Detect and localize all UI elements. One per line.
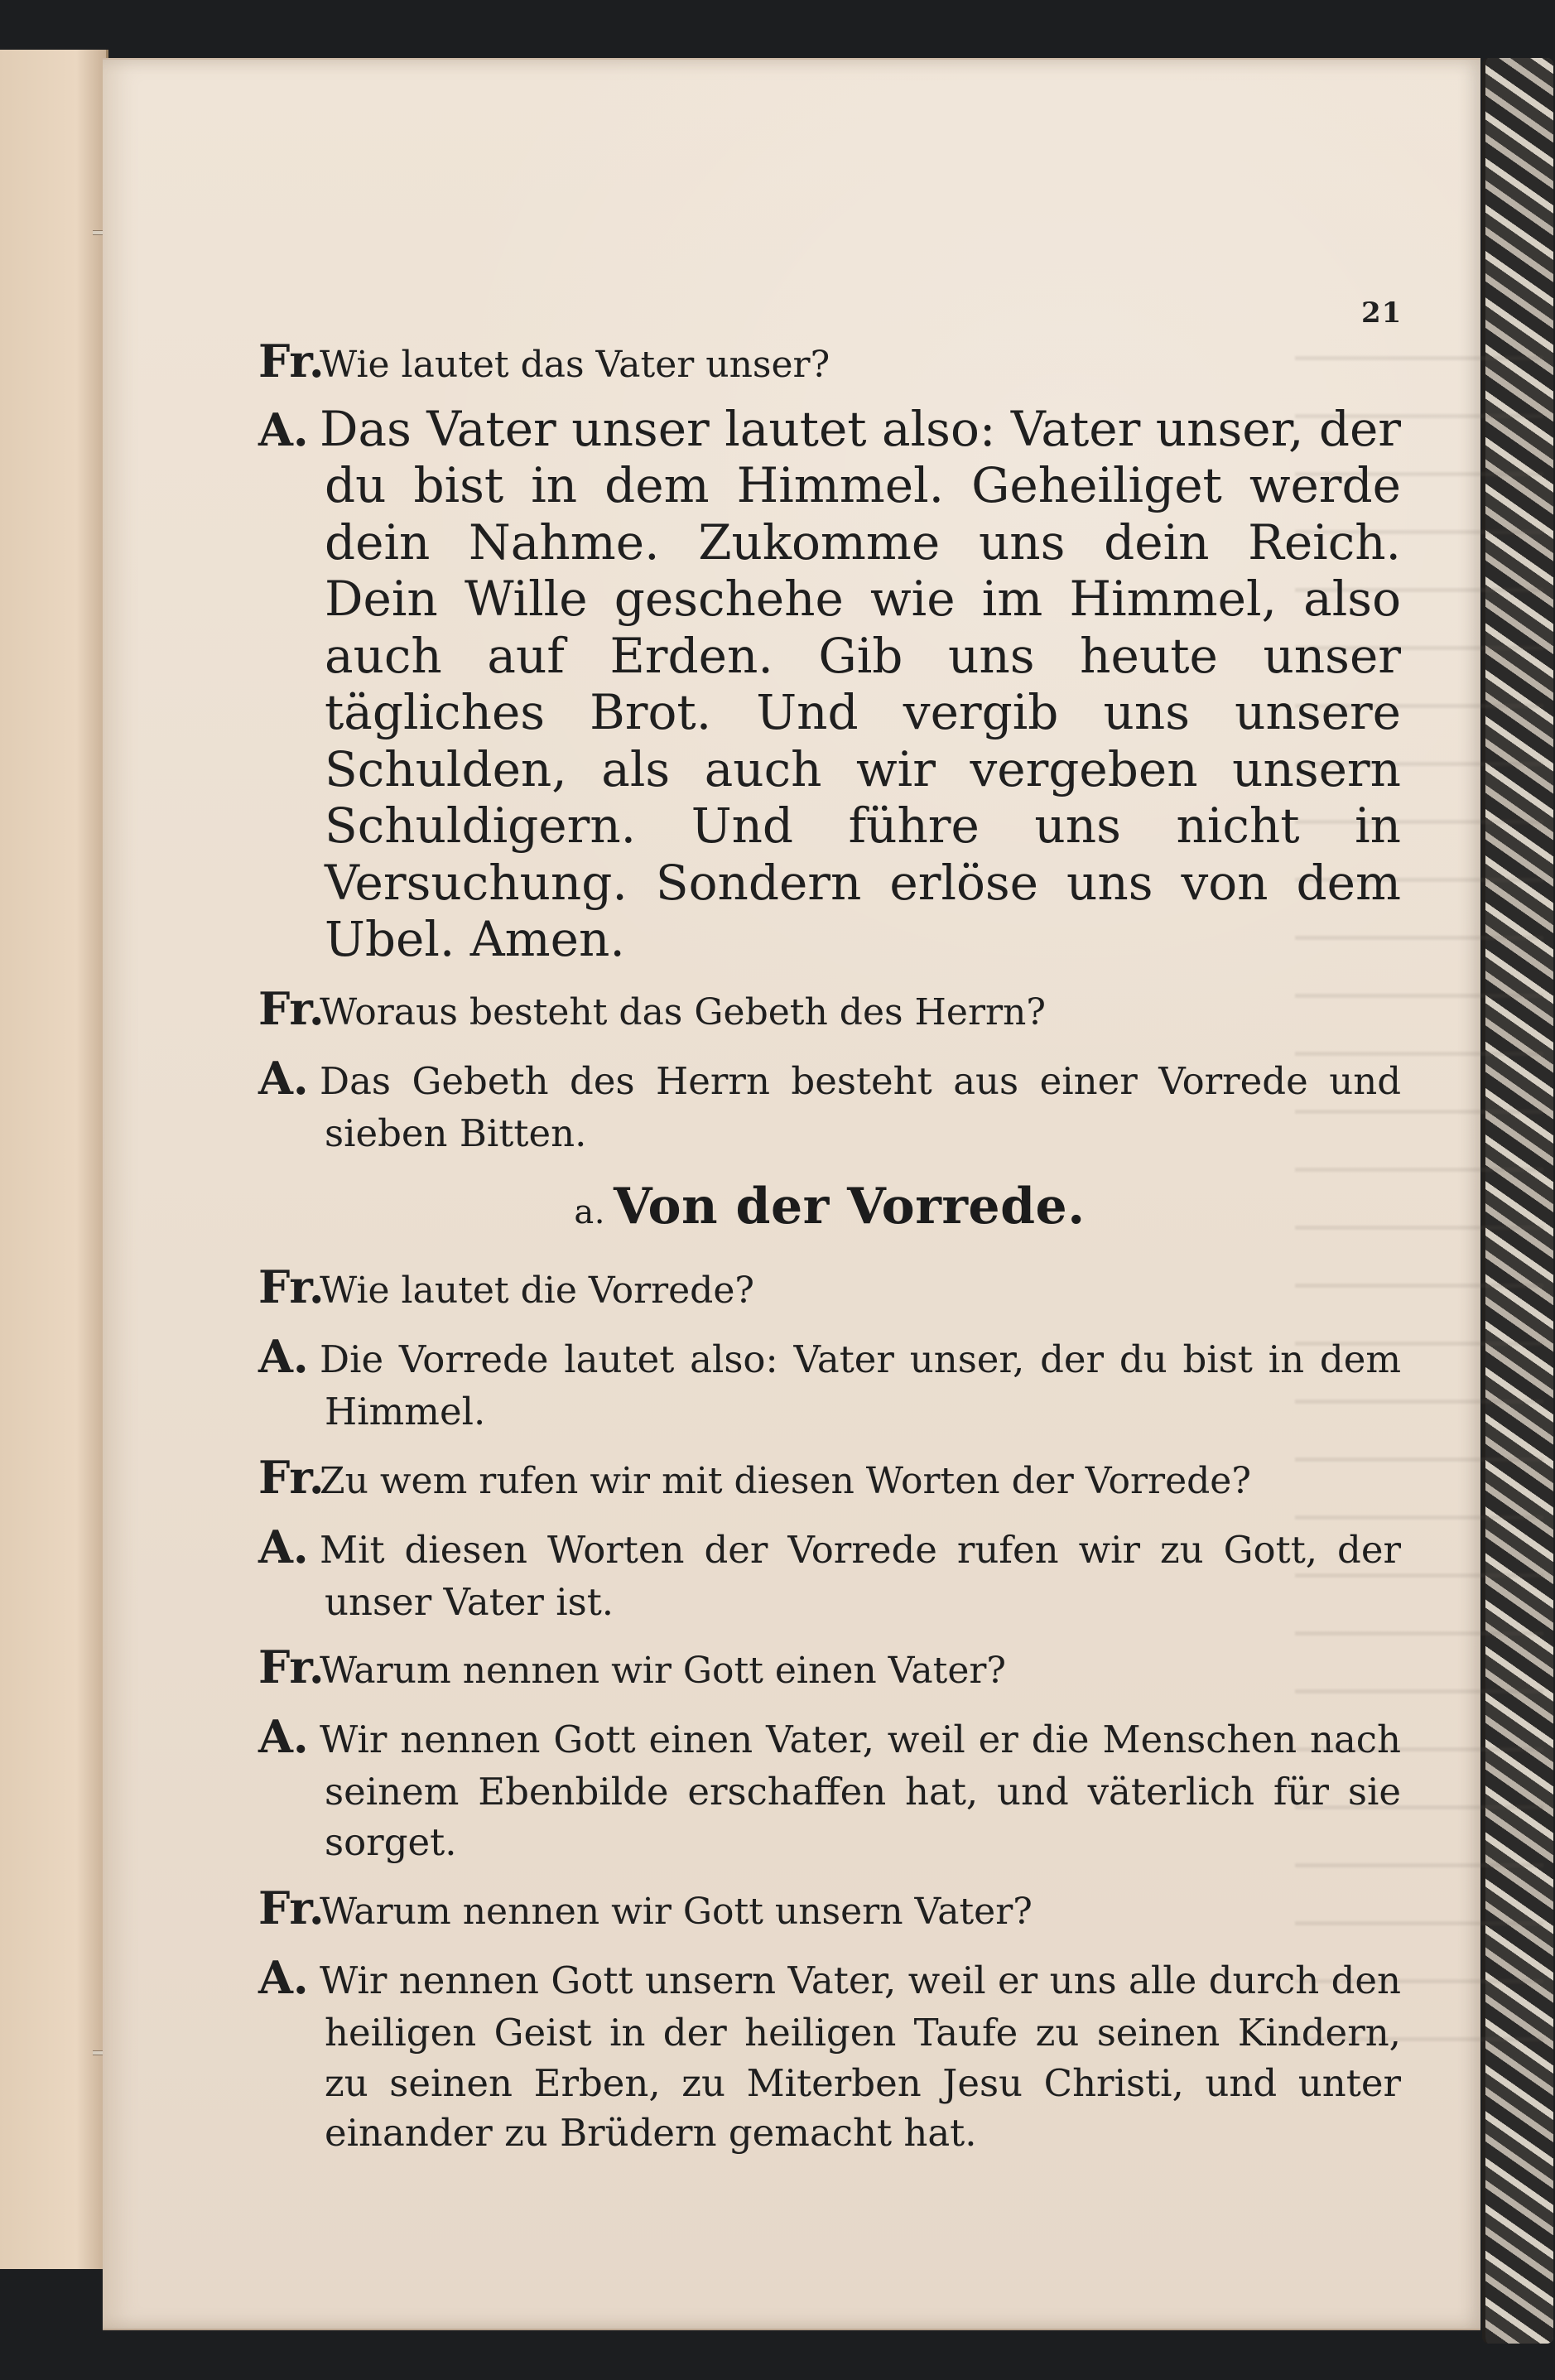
question-vater-unser [258,333,1401,389]
left-page-edge [0,50,108,2269]
question-unsern-vater [258,1880,1401,1936]
question-zu-wem-rufen [258,1449,1401,1506]
question-text: Wie lautet das Vater unser? [320,344,830,386]
answer-vorrede [258,1327,1401,1438]
question-label: Fr. [258,982,325,1036]
answer-label: A. [258,1950,309,2004]
section-letter: a. [574,1193,605,1232]
answer-vater-unser [258,401,1401,967]
question-label: Fr. [258,335,325,388]
answer-text: Das Gebeth des Herrn besteht aus einer Vorrede und sieben Bitten. [320,1059,1401,1156]
question-text: Zu wem rufen wir mit diesen Worten der Vorrede? [320,1459,1251,1502]
question-text: Woraus besteht das Gebeth des Herrn? [320,991,1046,1034]
answer-label: A. [258,1330,309,1384]
answer-label: A. [258,1520,309,1573]
question-einen-vater [258,1639,1401,1695]
answer-text: Die Vorrede lautet also: Vater unser, der du bist in dem Himmel. [320,1337,1401,1433]
question-label: Fr. [258,1450,325,1504]
book-page [103,58,1480,2330]
page-number: 21 [1361,296,1403,330]
question-text: Warum nennen wir Gott unsern Vater? [320,1890,1033,1933]
question-text: Wie lautet die Vorrede? [320,1269,754,1313]
answer-gebeth-des-herrn [258,1048,1401,1159]
question-text: Warum nennen wir Gott einen Vater? [320,1650,1006,1693]
catechism-text [258,333,1401,2170]
answer-einen-vater [258,1707,1401,1867]
answer-text: Das Vater unser lautet also: Vater unser, der du bist in dem Himmel. Geheiliget werde dein Nahme. Zukomme uns dein Reich. Dein Wille geschehe wie im Himmel, also auch auf Erden. Gib uns heute unser tägliches Brot. Und vergib uns unsere Schulden, als auch wir vergeben unsern Schuldigern. Und führe uns nicht in Versuchung. Sondern erlöse uns von dem Ubel. Amen. [320,401,1401,967]
question-label: Fr. [258,1881,325,1934]
answer-label: A. [258,1052,309,1106]
question-vorrede [258,1259,1401,1315]
question-gebeth-des-herrn [258,980,1401,1037]
section-title: Von der Vorrede. [613,1178,1086,1236]
question-label: Fr. [258,1640,325,1694]
answer-zu-wem-rufen [258,1517,1401,1628]
answer-text: Wir nennen Gott unsern Vater, weil er uns alle durch den heiligen Geist in der heiligen Taufe zu seinen Kindern, zu seinen Erben, zu Miterben Jesu Christi, und unter einander zu Brüdern gemacht hat. [320,1958,1401,2156]
answer-text: Mit diesen Worten der Vorrede rufen wir zu Gott, der unser Vater ist. [320,1527,1401,1624]
answer-unsern-vater [258,1948,1401,2159]
answer-text: Wir nennen Gott einen Vater, weil er die Menschen nach seinem Ebenbilde erschaffen hat, und väterlich für sie sorget. [320,1718,1401,1865]
answer-label: A. [258,1710,309,1764]
answer-label: A. [258,403,309,457]
section-heading [258,1178,1401,1236]
question-label: Fr. [258,1260,325,1314]
